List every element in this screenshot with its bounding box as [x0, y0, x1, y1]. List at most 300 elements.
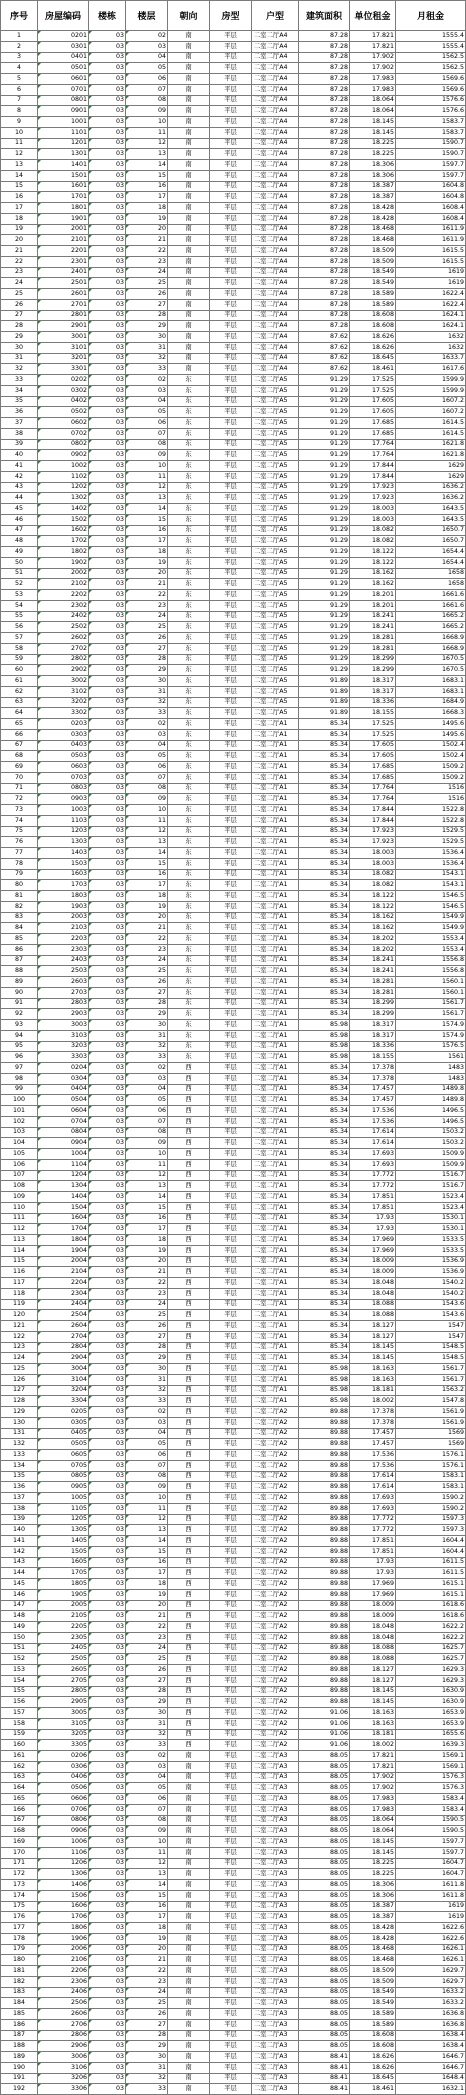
cell-orientation[interactable]: 南 — [168, 2052, 210, 2063]
cell-layout[interactable]: 二室二厅A4 — [252, 74, 299, 85]
cell-floor[interactable]: 04 — [126, 1772, 168, 1783]
cell-room-type[interactable]: 平层 — [210, 1138, 252, 1149]
cell-area[interactable]: 85.34 — [299, 837, 350, 848]
cell-monthly-rent[interactable]: 1561.9 — [396, 1407, 466, 1418]
cell-room-type[interactable]: 平层 — [210, 342, 252, 353]
cell-building[interactable]: 03 — [89, 1579, 126, 1590]
cell-index[interactable]: 149 — [1, 1622, 38, 1633]
cell-room-code[interactable]: 1703 — [38, 880, 89, 891]
cell-index[interactable]: 80 — [1, 880, 38, 891]
cell-unit-rent[interactable]: 17.536 — [350, 1106, 396, 1117]
cell-floor[interactable]: 02 — [126, 719, 168, 730]
cell-monthly-rent[interactable]: 1503.2 — [396, 1127, 466, 1138]
cell-layout[interactable]: 二室二厅A5 — [252, 686, 299, 697]
cell-area[interactable]: 91.29 — [299, 375, 350, 386]
cell-unit-rent[interactable]: 17.605 — [350, 407, 396, 418]
cell-room-type[interactable]: 平层 — [210, 1267, 252, 1278]
cell-area[interactable]: 88.05 — [299, 1751, 350, 1762]
cell-area[interactable]: 85.34 — [299, 1009, 350, 1020]
cell-building[interactable]: 03 — [89, 837, 126, 848]
cell-index[interactable]: 161 — [1, 1751, 38, 1762]
cell-unit-rent[interactable]: 18.145 — [350, 1697, 396, 1708]
cell-index[interactable]: 173 — [1, 1880, 38, 1891]
cell-index[interactable]: 27 — [1, 310, 38, 321]
cell-room-code[interactable]: 2205 — [38, 1622, 89, 1633]
cell-index[interactable]: 74 — [1, 815, 38, 826]
cell-orientation[interactable]: 东 — [168, 439, 210, 450]
cell-unit-rent[interactable]: 18.122 — [350, 901, 396, 912]
cell-unit-rent[interactable]: 17.685 — [350, 772, 396, 783]
cell-floor[interactable]: 14 — [126, 504, 168, 515]
cell-monthly-rent[interactable]: 1536.4 — [396, 858, 466, 869]
cell-monthly-rent[interactable]: 1650.7 — [396, 525, 466, 536]
cell-index[interactable]: 35 — [1, 396, 38, 407]
cell-unit-rent[interactable]: 18.549 — [350, 1998, 396, 2009]
cell-area[interactable]: 85.34 — [299, 869, 350, 880]
cell-room-type[interactable]: 平层 — [210, 1708, 252, 1719]
cell-building[interactable]: 03 — [89, 1815, 126, 1826]
cell-layout[interactable]: 二室二厅A5 — [252, 482, 299, 493]
cell-room-code[interactable]: 1506 — [38, 1890, 89, 1901]
cell-room-code[interactable]: 1804 — [38, 1235, 89, 1246]
cell-index[interactable]: 86 — [1, 944, 38, 955]
cell-index[interactable]: 131 — [1, 1428, 38, 1439]
cell-monthly-rent[interactable]: 1625.7 — [396, 1643, 466, 1654]
cell-room-type[interactable]: 平层 — [210, 783, 252, 794]
cell-index[interactable]: 109 — [1, 1192, 38, 1203]
cell-room-code[interactable]: 0206 — [38, 1751, 89, 1762]
cell-floor[interactable]: 29 — [126, 665, 168, 676]
cell-room-code[interactable]: 3101 — [38, 342, 89, 353]
cell-orientation[interactable]: 西 — [168, 1299, 210, 1310]
cell-room-type[interactable]: 平层 — [210, 1998, 252, 2009]
cell-building[interactable]: 03 — [89, 310, 126, 321]
cell-floor[interactable]: 31 — [126, 1374, 168, 1385]
cell-room-type[interactable]: 平层 — [210, 1697, 252, 1708]
cell-room-type[interactable]: 平层 — [210, 396, 252, 407]
cell-unit-rent[interactable]: 18.225 — [350, 1858, 396, 1869]
cell-monthly-rent[interactable]: 1648.4 — [396, 2073, 466, 2084]
cell-layout[interactable]: 二室二厅A2 — [252, 1600, 299, 1611]
cell-room-code[interactable]: 1602 — [38, 525, 89, 536]
cell-building[interactable]: 03 — [89, 622, 126, 633]
cell-room-code[interactable]: 1203 — [38, 826, 89, 837]
cell-area[interactable]: 89.88 — [299, 1460, 350, 1471]
cell-floor[interactable]: 32 — [126, 1385, 168, 1396]
cell-layout[interactable]: 二室二厅A3 — [252, 1998, 299, 2009]
cell-orientation[interactable]: 南 — [168, 1912, 210, 1923]
cell-room-type[interactable]: 平层 — [210, 1589, 252, 1600]
cell-floor[interactable]: 06 — [126, 1794, 168, 1805]
cell-building[interactable]: 03 — [89, 1944, 126, 1955]
cell-area[interactable]: 88.05 — [299, 2009, 350, 2020]
cell-orientation[interactable]: 西 — [168, 1622, 210, 1633]
cell-layout[interactable]: 二室二厅A4 — [252, 299, 299, 310]
cell-floor[interactable]: 22 — [126, 590, 168, 601]
cell-area[interactable]: 85.34 — [299, 1063, 350, 1074]
cell-floor[interactable]: 17 — [126, 880, 168, 891]
cell-area[interactable]: 87.62 — [299, 364, 350, 375]
cell-monthly-rent[interactable]: 1658 — [396, 568, 466, 579]
cell-room-type[interactable]: 平层 — [210, 568, 252, 579]
cell-room-code[interactable]: 0805 — [38, 1471, 89, 1482]
cell-monthly-rent[interactable]: 1530.1 — [396, 1213, 466, 1224]
cell-orientation[interactable]: 西 — [168, 1697, 210, 1708]
cell-floor[interactable]: 07 — [126, 1804, 168, 1815]
cell-building[interactable]: 03 — [89, 1310, 126, 1321]
cell-building[interactable]: 03 — [89, 106, 126, 117]
cell-building[interactable]: 03 — [89, 611, 126, 622]
cell-floor[interactable]: 30 — [126, 1020, 168, 1031]
cell-layout[interactable]: 二室二厅A4 — [252, 127, 299, 138]
cell-area[interactable]: 91.29 — [299, 622, 350, 633]
cell-layout[interactable]: 二室二厅A1 — [252, 934, 299, 945]
cell-orientation[interactable]: 西 — [168, 1579, 210, 1590]
cell-room-type[interactable]: 平层 — [210, 439, 252, 450]
cell-unit-rent[interactable]: 18.145 — [350, 1353, 396, 1364]
cell-unit-rent[interactable]: 17.693 — [350, 1159, 396, 1170]
cell-index[interactable]: 38 — [1, 428, 38, 439]
cell-room-code[interactable]: 3106 — [38, 2062, 89, 2073]
cell-room-code[interactable]: 2704 — [38, 1331, 89, 1342]
cell-layout[interactable]: 二室二厅A5 — [252, 396, 299, 407]
cell-floor[interactable]: 08 — [126, 783, 168, 794]
cell-area[interactable]: 89.88 — [299, 1482, 350, 1493]
cell-building[interactable]: 03 — [89, 1009, 126, 1020]
cell-index[interactable]: 81 — [1, 891, 38, 902]
header-room-code[interactable]: 房屋编码 — [38, 1, 89, 31]
cell-unit-rent[interactable]: 18.317 — [350, 676, 396, 687]
cell-unit-rent[interactable]: 18.088 — [350, 1299, 396, 1310]
cell-index[interactable]: 136 — [1, 1482, 38, 1493]
cell-layout[interactable]: 二室二厅A4 — [252, 235, 299, 246]
cell-building[interactable]: 03 — [89, 1417, 126, 1428]
cell-room-type[interactable]: 平层 — [210, 1181, 252, 1192]
cell-monthly-rent[interactable]: 1556.8 — [396, 955, 466, 966]
cell-room-type[interactable]: 平层 — [210, 138, 252, 149]
cell-unit-rent[interactable]: 18.306 — [350, 1880, 396, 1891]
cell-room-type[interactable]: 平层 — [210, 1213, 252, 1224]
cell-index[interactable]: 4 — [1, 63, 38, 74]
cell-room-type[interactable]: 平层 — [210, 1622, 252, 1633]
cell-room-code[interactable]: 1806 — [38, 1923, 89, 1934]
cell-unit-rent[interactable]: 18.162 — [350, 579, 396, 590]
cell-monthly-rent[interactable]: 1670.5 — [396, 665, 466, 676]
cell-room-code[interactable]: 1205 — [38, 1514, 89, 1525]
cell-area[interactable]: 87.28 — [299, 41, 350, 52]
cell-room-code[interactable]: 2404 — [38, 1299, 89, 1310]
cell-room-code[interactable]: 2006 — [38, 1944, 89, 1955]
cell-floor[interactable]: 33 — [126, 708, 168, 719]
cell-area[interactable]: 88.05 — [299, 1858, 350, 1869]
cell-orientation[interactable]: 西 — [168, 1482, 210, 1493]
cell-room-type[interactable]: 平层 — [210, 740, 252, 751]
cell-orientation[interactable]: 东 — [168, 547, 210, 558]
cell-area[interactable]: 91.89 — [299, 708, 350, 719]
cell-area[interactable]: 87.28 — [299, 160, 350, 171]
cell-area[interactable]: 89.88 — [299, 1557, 350, 1568]
cell-area[interactable]: 91.29 — [299, 418, 350, 429]
cell-area[interactable]: 89.88 — [299, 1697, 350, 1708]
cell-index[interactable]: 65 — [1, 719, 38, 730]
cell-room-code[interactable]: 3104 — [38, 1374, 89, 1385]
cell-room-code[interactable]: 2003 — [38, 912, 89, 923]
cell-room-code[interactable]: 0906 — [38, 1826, 89, 1837]
cell-area[interactable]: 85.34 — [299, 1149, 350, 1160]
cell-orientation[interactable]: 南 — [168, 256, 210, 267]
cell-layout[interactable]: 二室二厅A5 — [252, 676, 299, 687]
cell-monthly-rent[interactable]: 1621.8 — [396, 450, 466, 461]
cell-room-code[interactable]: 0901 — [38, 106, 89, 117]
cell-room-code[interactable]: 3005 — [38, 1708, 89, 1719]
cell-building[interactable]: 03 — [89, 95, 126, 106]
cell-area[interactable]: 89.88 — [299, 1622, 350, 1633]
cell-unit-rent[interactable]: 17.821 — [350, 41, 396, 52]
cell-floor[interactable]: 08 — [126, 439, 168, 450]
cell-monthly-rent[interactable]: 1629 — [396, 471, 466, 482]
cell-monthly-rent[interactable]: 1516 — [396, 794, 466, 805]
cell-unit-rent[interactable]: 18.122 — [350, 547, 396, 558]
cell-monthly-rent[interactable]: 1611.5 — [396, 1557, 466, 1568]
cell-building[interactable]: 03 — [89, 1245, 126, 1256]
cell-unit-rent[interactable]: 17.983 — [350, 74, 396, 85]
cell-unit-rent[interactable]: 18.281 — [350, 643, 396, 654]
cell-area[interactable]: 88.05 — [299, 1815, 350, 1826]
cell-room-code[interactable]: 2901 — [38, 321, 89, 332]
cell-monthly-rent[interactable]: 1629.7 — [396, 1976, 466, 1987]
cell-index[interactable]: 64 — [1, 708, 38, 719]
cell-room-code[interactable]: 3203 — [38, 1041, 89, 1052]
cell-orientation[interactable]: 东 — [168, 568, 210, 579]
cell-unit-rent[interactable]: 18.163 — [350, 1718, 396, 1729]
cell-area[interactable]: 85.34 — [299, 805, 350, 816]
cell-orientation[interactable]: 东 — [168, 901, 210, 912]
cell-monthly-rent[interactable]: 1549.9 — [396, 912, 466, 923]
cell-building[interactable]: 03 — [89, 966, 126, 977]
cell-room-code[interactable]: 2702 — [38, 643, 89, 654]
cell-area[interactable]: 89.88 — [299, 1579, 350, 1590]
cell-unit-rent[interactable]: 18.241 — [350, 955, 396, 966]
cell-building[interactable]: 03 — [89, 1138, 126, 1149]
cell-orientation[interactable]: 西 — [168, 1170, 210, 1181]
cell-unit-rent[interactable]: 17.614 — [350, 1138, 396, 1149]
cell-unit-rent[interactable]: 18.048 — [350, 1278, 396, 1289]
cell-unit-rent[interactable]: 18.306 — [350, 170, 396, 181]
cell-unit-rent[interactable]: 17.844 — [350, 461, 396, 472]
cell-layout[interactable]: 二室二厅A1 — [252, 1030, 299, 1041]
cell-room-code[interactable]: 0504 — [38, 1095, 89, 1106]
cell-room-code[interactable]: 0301 — [38, 41, 89, 52]
cell-layout[interactable]: 二室二厅A5 — [252, 450, 299, 461]
cell-layout[interactable]: 二室二厅A4 — [252, 203, 299, 214]
cell-building[interactable]: 03 — [89, 289, 126, 300]
cell-room-type[interactable]: 平层 — [210, 117, 252, 128]
cell-room-type[interactable]: 平层 — [210, 1858, 252, 1869]
cell-floor[interactable]: 17 — [126, 536, 168, 547]
cell-area[interactable]: 89.88 — [299, 1525, 350, 1536]
cell-orientation[interactable]: 南 — [168, 1858, 210, 1869]
cell-area[interactable]: 91.29 — [299, 493, 350, 504]
cell-building[interactable]: 03 — [89, 643, 126, 654]
cell-monthly-rent[interactable]: 1668.9 — [396, 643, 466, 654]
cell-index[interactable]: 101 — [1, 1106, 38, 1117]
cell-floor[interactable]: 33 — [126, 364, 168, 375]
cell-building[interactable]: 03 — [89, 1976, 126, 1987]
cell-orientation[interactable]: 东 — [168, 934, 210, 945]
cell-room-code[interactable]: 2403 — [38, 955, 89, 966]
cell-area[interactable]: 88.05 — [299, 1923, 350, 1934]
cell-floor[interactable]: 17 — [126, 1912, 168, 1923]
cell-room-type[interactable]: 平层 — [210, 1611, 252, 1622]
cell-area[interactable]: 87.28 — [299, 74, 350, 85]
cell-floor[interactable]: 02 — [126, 1751, 168, 1762]
cell-unit-rent[interactable]: 18.003 — [350, 504, 396, 515]
cell-index[interactable]: 32 — [1, 364, 38, 375]
cell-area[interactable]: 85.34 — [299, 966, 350, 977]
cell-unit-rent[interactable]: 18.468 — [350, 1944, 396, 1955]
cell-orientation[interactable]: 东 — [168, 977, 210, 988]
cell-floor[interactable]: 09 — [126, 794, 168, 805]
cell-area[interactable]: 88.41 — [299, 2084, 350, 2095]
cell-room-type[interactable]: 平层 — [210, 536, 252, 547]
cell-orientation[interactable]: 东 — [168, 654, 210, 665]
cell-layout[interactable]: 二室二厅A1 — [252, 794, 299, 805]
cell-room-type[interactable]: 平层 — [210, 1450, 252, 1461]
cell-index[interactable]: 130 — [1, 1417, 38, 1428]
cell-building[interactable]: 03 — [89, 880, 126, 891]
cell-room-code[interactable]: 2305 — [38, 1632, 89, 1643]
cell-building[interactable]: 03 — [89, 815, 126, 826]
cell-floor[interactable]: 10 — [126, 1837, 168, 1848]
cell-orientation[interactable]: 西 — [168, 1235, 210, 1246]
cell-monthly-rent[interactable]: 1556.8 — [396, 966, 466, 977]
cell-unit-rent[interactable]: 17.764 — [350, 794, 396, 805]
cell-room-type[interactable]: 平层 — [210, 364, 252, 375]
cell-unit-rent[interactable]: 18.509 — [350, 246, 396, 257]
cell-layout[interactable]: 二室二厅A2 — [252, 1568, 299, 1579]
cell-index[interactable]: 56 — [1, 622, 38, 633]
cell-room-type[interactable]: 平层 — [210, 471, 252, 482]
cell-building[interactable]: 03 — [89, 676, 126, 687]
cell-building[interactable]: 03 — [89, 697, 126, 708]
cell-unit-rent[interactable]: 17.969 — [350, 1589, 396, 1600]
cell-monthly-rent[interactable]: 1561.7 — [396, 1364, 466, 1375]
cell-room-code[interactable]: 2402 — [38, 611, 89, 622]
cell-room-code[interactable]: 2203 — [38, 934, 89, 945]
cell-floor[interactable]: 29 — [126, 1009, 168, 1020]
cell-room-type[interactable]: 平层 — [210, 848, 252, 859]
cell-room-type[interactable]: 平层 — [210, 1127, 252, 1138]
cell-unit-rent[interactable]: 17.536 — [350, 1460, 396, 1471]
cell-unit-rent[interactable]: 18.082 — [350, 880, 396, 891]
cell-room-type[interactable]: 平层 — [210, 170, 252, 181]
cell-building[interactable]: 03 — [89, 267, 126, 278]
cell-floor[interactable]: 16 — [126, 1901, 168, 1912]
cell-index[interactable]: 164 — [1, 1783, 38, 1794]
cell-floor[interactable]: 25 — [126, 1310, 168, 1321]
cell-floor[interactable]: 07 — [126, 1116, 168, 1127]
cell-room-code[interactable]: 2206 — [38, 1966, 89, 1977]
cell-monthly-rent[interactable]: 1561.7 — [396, 998, 466, 1009]
cell-orientation[interactable]: 东 — [168, 504, 210, 515]
cell-floor[interactable]: 07 — [126, 84, 168, 95]
cell-room-code[interactable]: 2802 — [38, 654, 89, 665]
cell-building[interactable]: 03 — [89, 1901, 126, 1912]
cell-floor[interactable]: 12 — [126, 1858, 168, 1869]
cell-index[interactable]: 8 — [1, 106, 38, 117]
cell-building[interactable]: 03 — [89, 934, 126, 945]
cell-room-code[interactable]: 2705 — [38, 1675, 89, 1686]
cell-room-type[interactable]: 平层 — [210, 493, 252, 504]
cell-unit-rent[interactable]: 18.088 — [350, 1310, 396, 1321]
cell-index[interactable]: 39 — [1, 439, 38, 450]
cell-unit-rent[interactable]: 17.923 — [350, 837, 396, 848]
cell-orientation[interactable]: 南 — [168, 106, 210, 117]
cell-index[interactable]: 106 — [1, 1159, 38, 1170]
cell-monthly-rent[interactable]: 1604.4 — [396, 1536, 466, 1547]
cell-index[interactable]: 146 — [1, 1589, 38, 1600]
cell-room-code[interactable]: 0402 — [38, 396, 89, 407]
cell-area[interactable]: 89.88 — [299, 1503, 350, 1514]
cell-building[interactable]: 03 — [89, 471, 126, 482]
cell-unit-rent[interactable]: 18.122 — [350, 891, 396, 902]
cell-index[interactable]: 88 — [1, 966, 38, 977]
cell-monthly-rent[interactable]: 1632.1 — [396, 2084, 466, 2095]
cell-orientation[interactable]: 东 — [168, 590, 210, 601]
cell-floor[interactable]: 24 — [126, 1299, 168, 1310]
cell-monthly-rent[interactable]: 1619 — [396, 1912, 466, 1923]
cell-room-type[interactable]: 平层 — [210, 332, 252, 343]
cell-index[interactable]: 189 — [1, 2052, 38, 2063]
cell-orientation[interactable]: 西 — [168, 1568, 210, 1579]
cell-monthly-rent[interactable]: 1522.8 — [396, 815, 466, 826]
cell-layout[interactable]: 二室二厅A1 — [252, 1181, 299, 1192]
cell-room-type[interactable]: 平层 — [210, 1794, 252, 1805]
cell-monthly-rent[interactable]: 1561.7 — [396, 1009, 466, 1020]
cell-index[interactable]: 72 — [1, 794, 38, 805]
cell-room-type[interactable]: 平层 — [210, 708, 252, 719]
cell-monthly-rent[interactable]: 1576.6 — [396, 106, 466, 117]
cell-layout[interactable]: 二室二厅A1 — [252, 1106, 299, 1117]
cell-room-code[interactable]: 2101 — [38, 235, 89, 246]
cell-floor[interactable]: 27 — [126, 1331, 168, 1342]
cell-building[interactable]: 03 — [89, 1729, 126, 1740]
cell-unit-rent[interactable]: 17.93 — [350, 1568, 396, 1579]
cell-area[interactable]: 91.89 — [299, 686, 350, 697]
cell-index[interactable]: 15 — [1, 181, 38, 192]
cell-floor[interactable]: 08 — [126, 95, 168, 106]
cell-index[interactable]: 127 — [1, 1385, 38, 1396]
cell-room-code[interactable]: 1706 — [38, 1912, 89, 1923]
cell-room-code[interactable]: 2105 — [38, 1611, 89, 1622]
cell-layout[interactable]: 二室二厅A4 — [252, 95, 299, 106]
cell-layout[interactable]: 二室二厅A4 — [252, 267, 299, 278]
cell-layout[interactable]: 二室二厅A4 — [252, 138, 299, 149]
cell-floor[interactable]: 18 — [126, 547, 168, 558]
cell-unit-rent[interactable]: 18.645 — [350, 2073, 396, 2084]
cell-unit-rent[interactable]: 18.387 — [350, 1912, 396, 1923]
cell-index[interactable]: 147 — [1, 1600, 38, 1611]
cell-area[interactable]: 91.29 — [299, 557, 350, 568]
cell-orientation[interactable]: 西 — [168, 1084, 210, 1095]
cell-room-code[interactable]: 2405 — [38, 1643, 89, 1654]
cell-room-type[interactable]: 平层 — [210, 697, 252, 708]
cell-room-code[interactable]: 1402 — [38, 504, 89, 515]
cell-index[interactable]: 190 — [1, 2062, 38, 2073]
cell-orientation[interactable]: 东 — [168, 762, 210, 773]
cell-floor[interactable]: 12 — [126, 482, 168, 493]
cell-room-code[interactable]: 1306 — [38, 1869, 89, 1880]
